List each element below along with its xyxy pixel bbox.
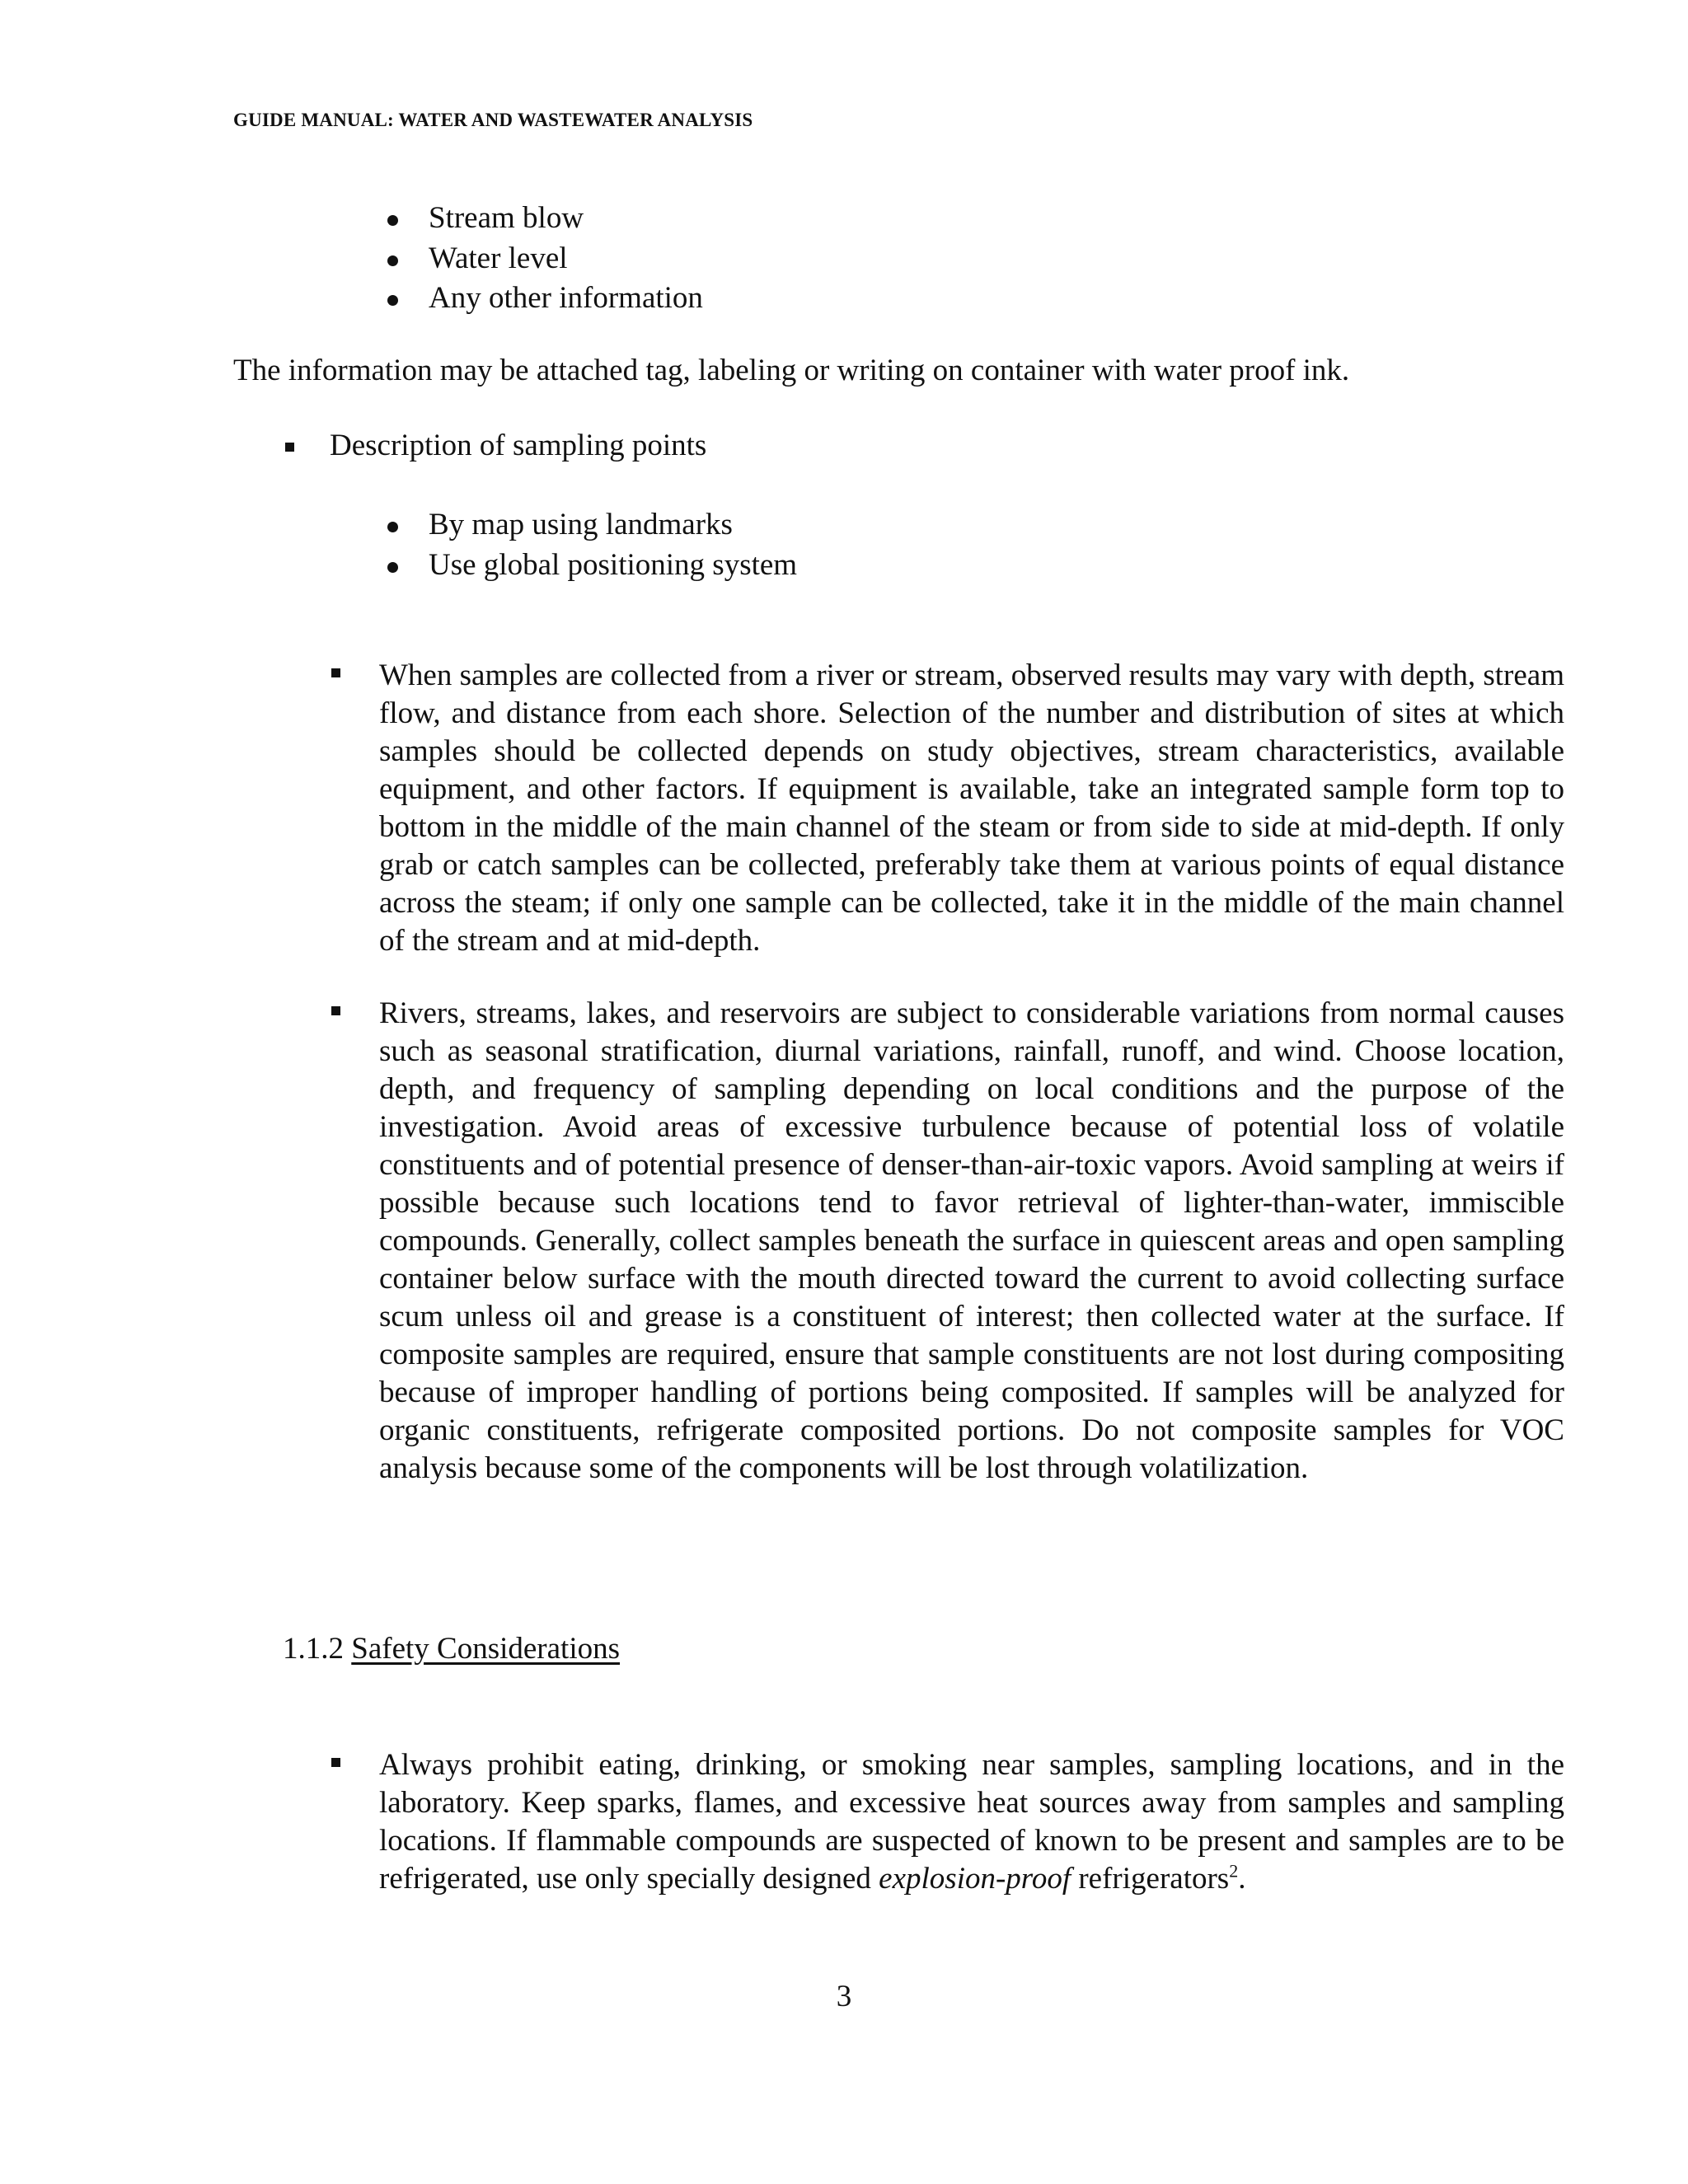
bullet-icon [387,522,398,532]
square-bullet-icon [331,668,340,677]
bullet-icon [387,295,398,306]
square-bullet-icon [331,1758,340,1767]
bullet-icon [387,562,398,573]
list-item: Any other information [387,279,703,320]
description-heading: Description of sampling points [330,429,707,462]
running-header: GUIDE MANUAL: WATER AND WASTEWATER ANALYSIS [233,110,753,130]
footnote-marker: 2 [1229,1860,1239,1882]
list-item: Use global positioning system [387,546,797,587]
info-text: The information may be attached tag, labeling or writing on container with water proof ink. [233,354,1350,387]
bullet-icon [387,215,398,226]
list-item: Water level [387,240,703,280]
list-item: Stream blow [387,199,703,240]
bullet-icon [387,255,398,266]
paragraph-safety: Always prohibit eating, drinking, or smoking near samples, sampling locations, and in the laboratory. Keep sparks, flames, and excessive heat sources away from samples and sampling locations. If flammable compounds are suspected of known to be present and samples are to be refrigerated, use only specially designed explosion-proof refrigerators$^2$. [379,1748,1564,1896]
section-title: Safety Considerations [351,1632,621,1666]
square-bullet-icon [331,1006,340,1015]
sampling-point-list [387,506,797,586]
list-item: By map using landmarks [387,506,797,546]
square-bullet-icon [285,443,294,452]
info-bullet-list [387,199,703,320]
paragraph-river-sampling: When samples are collected from a river or stream, observed results may vary with depth, stream flow, and distance from each shore. Selection of the number and distribution of sites at which samples should be collected depends on study objectives, stream characteristics, available equipment, and other factors. If equipment is available, take an integrated sample form top to bottom in the middle of the main channel of the steam or from side to side at mid-depth. If only grab or catch samples can be collected, preferably take them at various points of equal distance across the steam; if only one sample can be collected, take it in the middle of the main channel of the stream and at mid-depth. [379,658,1564,958]
paragraph-lake-sampling: Rivers, streams, lakes, and reservoirs are subject to considerable variations from normal causes such as seasonal stratification, diurnal variations, rainfall, runoff, and wind. Choose location, depth, and frequency of sampling depending on local conditions and the purpose of the investigation. Avoid areas of excessive turbulence because of potential loss of volatile constituents and of potential presence of denser-than-air-toxic vapors. Avoid sampling at weirs if possible because such locations tend to favor retrieval of lighter-than-water, immiscible compounds. Generally, collect samples beneath the surface in quiescent areas and open sampling container below surface with the mouth directed toward the current to avoid collecting surface scum unless oil and grease is a constituent of interest; then collected water at the surface. If composite samples are required, ensure that sample constituents are not lost during compositing because of improper handling of portions being composited. If samples will be analyzed for organic constituents, refrigerate composited portions. Do not composite samples for VOC analysis because some of the components will be lost through volatilization. [379,996,1564,1485]
section-heading: 1.1.2 Safety Considerations [283,1632,621,1666]
page-number: 3 [836,1980,852,2013]
